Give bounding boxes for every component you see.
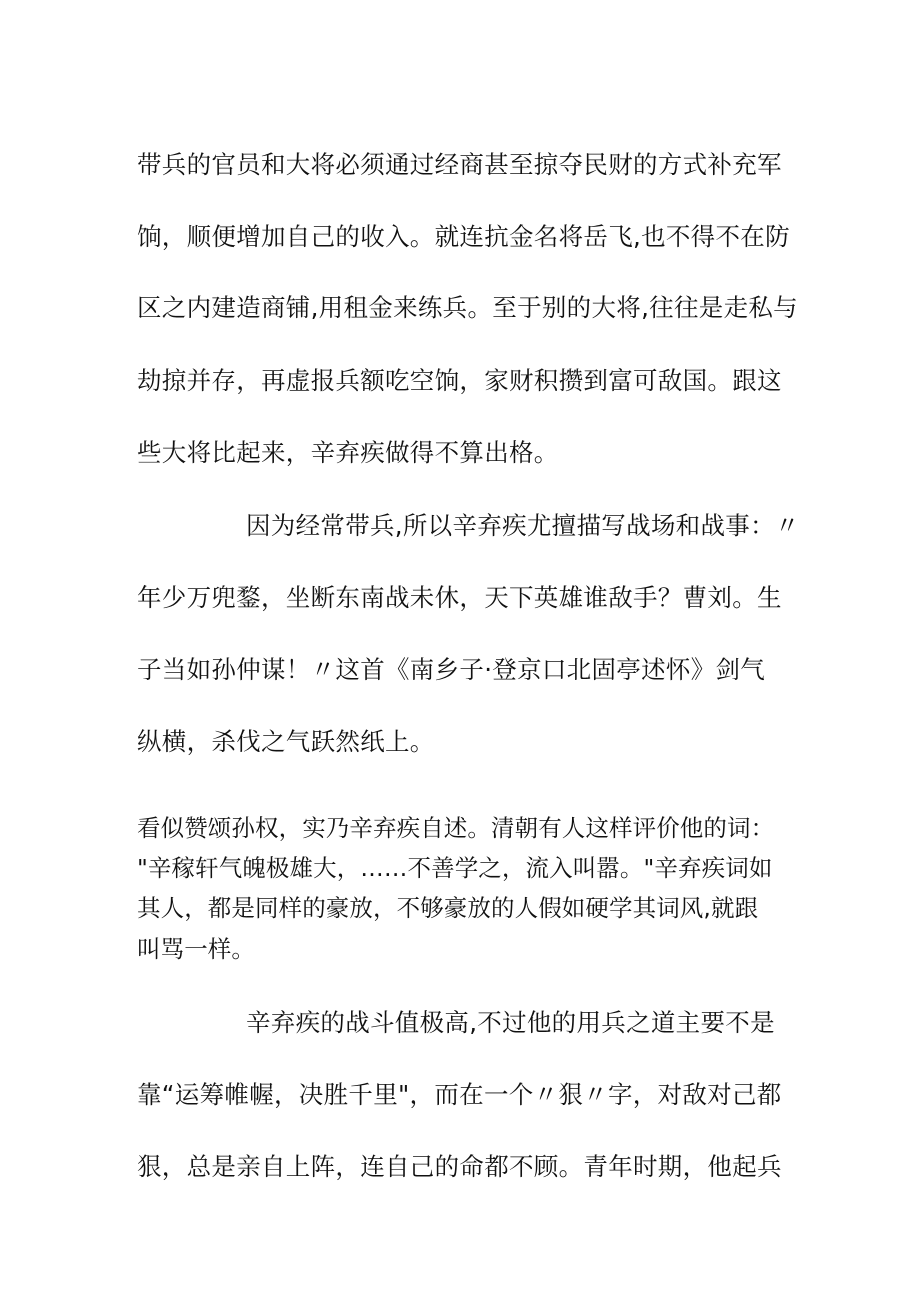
text-line: 带兵的官员和大将必须通过经商甚至掠夺民财的方式补充军 (137, 150, 782, 179)
text-line: 年少万兜鍪，坐断东南战未休，天下英雄谁敌手？曹刘。生 (137, 583, 782, 612)
text-line: 子当如孙仲谋！〃这首《南乡子·登京口北固亭述怀》剑气 (137, 655, 766, 684)
text-line: 辛弃疾的战斗值极高,不过他的用兵之道主要不是 (246, 1008, 775, 1037)
text-line: 劫掠并存，再虚报兵额吃空饷，家财积攒到富可敌国。跟这 (137, 366, 782, 395)
text-line: 区之内建造商铺,用租金来练兵。至于别的大将,往往是走私与 (137, 293, 798, 322)
text-line: "辛稼轩气魄极雄大，……不善学之，流入叫嚣。"辛弃疾词如 (137, 854, 773, 882)
text-line: 狠，总是亲自上阵，连自己的命都不顾。青年时期，他起兵 (137, 1152, 782, 1181)
text-line: 其人，都是同样的豪放，不够豪放的人假如硬学其词风,就跟 (137, 894, 759, 922)
text-line: 饷，顺便增加自己的收入。就连抗金名将岳飞,也不得不在防 (137, 222, 790, 251)
text-line: 纵横，杀伐之气跃然纸上。 (137, 727, 435, 756)
text-line: 叫骂一样。 (137, 935, 255, 963)
text-line: 靠“运筹帷幄，决胜千里"，而在一个〃狠〃字，对敌对己都 (137, 1080, 782, 1109)
text-line: 看似赞颂孙权，实乃辛弃疾自述。清朝有人这样评价他的词： (137, 814, 775, 842)
text-line: 因为经常带兵,所以辛弃疾尤擅描写战场和战事：〃 (246, 511, 800, 540)
text-line: 些大将比起来，辛弃疾做得不算出格。 (137, 438, 559, 467)
